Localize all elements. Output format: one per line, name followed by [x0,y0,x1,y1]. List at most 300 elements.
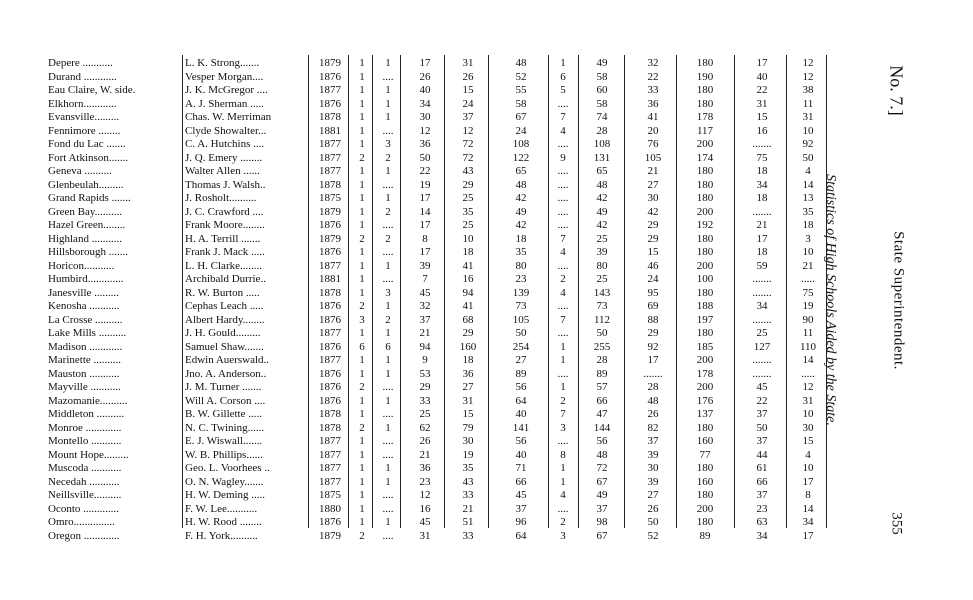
col-f-cell: .... [557,192,569,204]
year-cell: 1879 [319,232,341,245]
col-i-cell: 180 [696,84,714,96]
school-name-cell: Janesville ......... [48,286,119,299]
col-f-cell: 6 [560,70,566,83]
col-b-cell: .... [382,70,394,83]
col-k-cell: 38 [802,84,814,96]
col-j-cell: 18 [756,165,768,177]
school-name-cell: Mount Hope......... [48,448,129,461]
col-g-cell: 98 [596,516,608,528]
col-j-cell: 34 [756,300,768,312]
table-row [0,152,860,164]
col-f-cell: .... [557,138,569,150]
col-e-cell: 42 [515,192,527,204]
school-name-cell: Lake Mills .......... [48,327,127,339]
col-f-cell: .... [557,327,569,339]
col-h-cell: 22 [647,70,659,83]
col-f-cell: .... [557,165,569,177]
col-i-cell: 180 [696,421,714,434]
school-name-cell: La Crosse .......... [48,313,123,326]
col-j-cell: 37 [756,435,768,447]
col-d-cell: 12 [462,124,474,137]
col-c-cell: 17 [419,219,431,231]
col-b-cell: 1 [385,516,391,528]
col-a-cell: 1 [359,57,365,69]
col-a-cell: 1 [359,165,365,177]
col-f-cell: 3 [560,529,566,542]
table-row [0,246,860,258]
col-b-cell: 1 [385,394,391,407]
school-name-cell: Fond du Lac ....... [48,138,126,150]
col-k-cell: 13 [802,192,814,204]
col-b-cell: .... [382,529,394,542]
col-d-cell: 51 [462,516,474,528]
col-g-cell: 57 [596,381,608,393]
year-cell: 1876 [319,219,341,231]
year-cell: 1876 [319,367,341,380]
principal-name-cell: Samuel Shaw....... [185,340,264,353]
col-b-cell: .... [382,448,394,461]
year-cell: 1879 [319,57,341,69]
year-cell: 1879 [319,205,341,218]
col-i-cell: 200 [696,354,714,366]
col-e-cell: 58 [515,97,527,110]
year-cell: 1876 [319,340,341,353]
principal-name-cell: H. W. Deming ..... [185,489,266,501]
col-d-cell: 31 [462,394,474,407]
year-cell: 1875 [319,192,341,204]
col-k-cell: ..... [801,367,815,380]
year-cell: 1878 [319,286,341,299]
col-b-cell: 1 [385,462,391,474]
col-a-cell: 1 [359,111,365,123]
col-g-cell: 42 [596,219,608,231]
col-d-cell: 29 [462,178,474,191]
col-g-cell: 112 [593,313,611,326]
col-j-cell: ....... [752,205,772,218]
column-rule [734,55,735,528]
col-e-cell: 48 [515,57,527,69]
year-cell: 1877 [319,448,341,461]
col-f-cell: .... [557,205,569,218]
col-f-cell: 4 [560,286,566,299]
col-j-cell: 31 [756,97,768,110]
col-c-cell: 9 [422,354,428,366]
col-a-cell: 2 [359,300,365,312]
principal-name-cell: J. Rosholt.......... [185,192,257,204]
col-f-cell: .... [557,259,569,272]
col-f-cell: 5 [560,84,566,96]
col-d-cell: 16 [462,273,474,285]
col-f-cell: .... [557,97,569,110]
col-a-cell: 1 [359,246,365,258]
col-b-cell: 3 [385,286,391,299]
col-b-cell: 1 [385,327,391,339]
col-e-cell: 56 [515,435,527,447]
year-cell: 1877 [319,165,341,177]
year-cell: 1877 [319,475,341,488]
col-k-cell: 35 [802,205,814,218]
col-b-cell: 1 [385,259,391,272]
col-b-cell: 1 [385,111,391,123]
col-a-cell: 1 [359,367,365,380]
col-a-cell: 1 [359,259,365,272]
school-name-cell: Durand ............ [48,70,117,83]
table-subtitle: Statistics of High Schools Aided by the State. [823,174,838,426]
col-f-cell: 7 [560,408,566,420]
col-i-cell: 200 [696,205,714,218]
col-f-cell: 2 [560,273,566,285]
principal-name-cell: Jno. A. Anderson.. [185,367,267,380]
col-b-cell: .... [382,489,394,501]
col-g-cell: 42 [596,192,608,204]
principal-name-cell: Chas. W. Merriman [185,111,272,123]
col-k-cell: 11 [802,97,814,110]
col-c-cell: 94 [419,340,431,353]
col-h-cell: 46 [647,259,659,272]
col-d-cell: 15 [462,84,474,96]
col-k-cell: 34 [802,516,814,528]
year-cell: 1877 [319,462,341,474]
col-j-cell: ....... [752,313,772,326]
col-i-cell: 117 [696,124,714,137]
col-b-cell: 1 [385,421,391,434]
col-f-cell: .... [557,300,569,312]
col-d-cell: 35 [462,205,474,218]
col-d-cell: 79 [462,421,474,434]
col-c-cell: 17 [419,192,431,204]
col-e-cell: 96 [515,516,527,528]
col-f-cell: 2 [560,516,566,528]
col-c-cell: 50 [419,151,431,164]
col-i-cell: 200 [696,502,714,515]
school-name-cell: Mazomanie.......... [48,394,128,407]
col-c-cell: 22 [419,165,431,177]
col-h-cell: 27 [647,489,659,501]
col-a-cell: 3 [359,313,365,326]
col-e-cell: 37 [515,502,527,515]
col-d-cell: 18 [462,246,474,258]
col-k-cell: 31 [802,394,814,407]
principal-name-cell: Frank J. Mack ..... [185,246,265,258]
col-d-cell: 31 [462,57,474,69]
col-e-cell: 45 [515,489,527,501]
principal-name-cell: Walter Allen ...... [185,165,260,177]
col-e-cell: 67 [515,111,527,123]
col-k-cell: 110 [799,340,817,353]
school-name-cell: Middleton .......... [48,408,125,420]
year-cell: 1878 [319,178,341,191]
col-g-cell: 28 [596,124,608,137]
school-name-cell: Omro............... [48,516,115,528]
col-c-cell: 17 [419,57,431,69]
year-cell: 1876 [319,313,341,326]
col-g-cell: 39 [596,246,608,258]
col-h-cell: 105 [644,151,662,164]
col-e-cell: 66 [515,475,527,488]
table-row [0,503,860,515]
col-b-cell: 1 [385,57,391,69]
col-c-cell: 31 [419,529,431,542]
col-k-cell: 10 [802,246,814,258]
table-row [0,408,860,420]
col-h-cell: 36 [647,97,659,110]
col-c-cell: 45 [419,286,431,299]
col-e-cell: 23 [515,273,527,285]
table-row [0,125,860,137]
table-row [0,422,860,434]
col-a-cell: 2 [359,151,365,164]
col-c-cell: 30 [419,111,431,123]
col-a-cell: 1 [359,489,365,501]
col-e-cell: 71 [515,462,527,474]
col-c-cell: 62 [419,421,431,434]
table-row [0,260,860,272]
col-i-cell: 100 [696,273,714,285]
col-e-cell: 55 [515,84,527,96]
col-b-cell: .... [382,246,394,258]
year-cell: 1876 [319,246,341,258]
principal-name-cell: A. J. Sherman ..... [185,97,264,110]
principal-name-cell: J. K. McGregor .... [185,84,268,96]
principal-name-cell: Archibald Durrie.. [185,273,266,285]
col-h-cell: 28 [647,381,659,393]
col-k-cell: 8 [805,489,811,501]
col-f-cell: .... [557,219,569,231]
col-b-cell: .... [382,408,394,420]
col-g-cell: 73 [596,300,608,312]
col-c-cell: 39 [419,259,431,272]
col-j-cell: 127 [753,340,771,353]
col-f-cell: 1 [560,462,566,474]
col-f-cell: 1 [560,354,566,366]
year-cell: 1878 [319,111,341,123]
col-f-cell: 1 [560,57,566,69]
col-c-cell: 25 [419,408,431,420]
col-k-cell: 14 [802,354,814,366]
school-name-cell: Mayville ........... [48,381,121,393]
year-cell: 1877 [319,138,341,150]
col-f-cell: .... [557,502,569,515]
col-b-cell: .... [382,381,394,393]
year-cell: 1881 [319,124,341,137]
col-k-cell: 31 [802,111,814,123]
col-e-cell: 80 [515,259,527,272]
col-d-cell: 35 [462,462,474,474]
table-row [0,179,860,191]
col-d-cell: 37 [462,111,474,123]
school-name-cell: Geneva .......... [48,165,112,177]
col-h-cell: 39 [647,448,659,461]
col-k-cell: 92 [802,138,814,150]
col-d-cell: 94 [462,286,474,299]
year-cell: 1876 [319,516,341,528]
principal-name-cell: J. H. Gould......... [185,327,261,339]
principal-name-cell: F. H. York.......... [185,529,258,542]
col-c-cell: 26 [419,70,431,83]
col-k-cell: 90 [802,313,814,326]
table-row [0,165,860,177]
col-e-cell: 48 [515,178,527,191]
table-row [0,192,860,204]
col-f-cell: 4 [560,246,566,258]
year-cell: 1876 [319,394,341,407]
col-k-cell: 17 [802,475,814,488]
col-a-cell: 1 [359,448,365,461]
column-rule [488,55,489,528]
col-e-cell: 105 [512,313,530,326]
col-f-cell: .... [557,178,569,191]
col-j-cell: 66 [756,475,768,488]
col-b-cell: .... [382,219,394,231]
col-h-cell: 33 [647,84,659,96]
year-cell: 1877 [319,151,341,164]
column-rule [400,55,401,528]
col-b-cell: .... [382,273,394,285]
column-rule [548,55,549,528]
col-c-cell: 45 [419,516,431,528]
col-d-cell: 160 [459,340,477,353]
col-k-cell: 11 [802,327,814,339]
col-g-cell: 47 [596,408,608,420]
col-f-cell: 4 [560,124,566,137]
col-g-cell: 89 [596,367,608,380]
col-a-cell: 1 [359,354,365,366]
col-j-cell: 40 [756,70,768,83]
col-f-cell: 7 [560,111,566,123]
year-cell: 1877 [319,354,341,366]
col-e-cell: 40 [515,408,527,420]
col-e-cell: 52 [515,70,527,83]
school-name-cell: Mauston ........... [48,367,120,380]
col-g-cell: 58 [596,97,608,110]
col-k-cell: 10 [802,462,814,474]
year-cell: 1879 [319,529,341,542]
col-h-cell: 42 [647,205,659,218]
col-c-cell: 32 [419,300,431,312]
table-row [0,287,860,299]
col-j-cell: 25 [756,327,768,339]
col-k-cell: 30 [802,421,814,434]
col-j-cell: 21 [756,219,768,231]
principal-name-cell: J. C. Crawford .... [185,205,264,218]
col-g-cell: 58 [596,70,608,83]
principal-name-cell: B. W. Gillette ..... [185,408,262,420]
col-h-cell: 52 [647,529,659,542]
col-i-cell: 77 [699,448,711,461]
col-k-cell: 4 [805,448,811,461]
table-row [0,462,860,474]
school-name-cell: Horicon........... [48,259,115,272]
table-row [0,98,860,110]
col-k-cell: 19 [802,300,814,312]
school-name-cell: Montello ........... [48,435,122,447]
school-name-cell: Green Bay.......... [48,205,123,218]
school-name-cell: Madison ............ [48,340,123,353]
col-e-cell: 40 [515,448,527,461]
col-h-cell: 92 [647,340,659,353]
col-d-cell: 43 [462,165,474,177]
col-d-cell: 27 [462,381,474,393]
table-row [0,233,860,245]
principal-name-cell: H. A. Terrill ....... [185,232,261,245]
col-c-cell: 12 [419,124,431,137]
col-h-cell: 24 [647,273,659,285]
col-g-cell: 72 [596,462,608,474]
col-i-cell: 200 [696,381,714,393]
school-name-cell: Elkhorn............ [48,97,117,110]
col-i-cell: 200 [696,259,714,272]
col-i-cell: 180 [696,192,714,204]
col-j-cell: 59 [756,259,768,272]
col-h-cell: 20 [647,124,659,137]
col-g-cell: 50 [596,327,608,339]
col-d-cell: 24 [462,97,474,110]
table-row [0,476,860,488]
col-i-cell: 180 [696,246,714,258]
col-j-cell: 22 [756,84,768,96]
col-c-cell: 33 [419,394,431,407]
col-f-cell: 9 [560,151,566,164]
col-a-cell: 1 [359,219,365,231]
department-heading: State Superintendent. [890,231,907,370]
col-e-cell: 89 [515,367,527,380]
col-h-cell: 17 [647,354,659,366]
table-row [0,381,860,393]
year-cell: 1881 [319,273,341,285]
col-k-cell: 21 [802,259,814,272]
col-j-cell: 34 [756,529,768,542]
school-name-cell: Glenbeulah......... [48,178,124,191]
column-rule [676,55,677,528]
school-name-cell: Muscoda ........... [48,462,122,474]
col-e-cell: 65 [515,165,527,177]
col-g-cell: 49 [596,489,608,501]
col-a-cell: 2 [359,529,365,542]
col-c-cell: 14 [419,205,431,218]
col-i-cell: 137 [696,408,714,420]
col-c-cell: 19 [419,178,431,191]
col-a-cell: 2 [359,232,365,245]
col-g-cell: 255 [593,340,611,353]
col-d-cell: 19 [462,448,474,461]
col-g-cell: 65 [596,165,608,177]
column-rule [786,55,787,528]
col-i-cell: 180 [696,286,714,299]
col-a-cell: 1 [359,97,365,110]
col-c-cell: 17 [419,246,431,258]
col-d-cell: 21 [462,502,474,515]
col-k-cell: 17 [802,529,814,542]
school-name-cell: Oconto ............. [48,502,119,515]
col-h-cell: 29 [647,219,659,231]
school-name-cell: Eau Claire, W. side. [48,84,136,96]
col-i-cell: 180 [696,178,714,191]
col-h-cell: 88 [647,313,659,326]
school-name-cell: Humbird............. [48,273,124,285]
col-f-cell: 3 [560,421,566,434]
col-j-cell: 34 [756,178,768,191]
col-g-cell: 37 [596,502,608,515]
col-g-cell: 25 [596,273,608,285]
column-rule [308,55,309,528]
year-cell: 1878 [319,421,341,434]
col-b-cell: 2 [385,205,391,218]
principal-name-cell: Frank Moore........ [185,219,265,231]
column-rule [578,55,579,528]
col-f-cell: 7 [560,232,566,245]
col-a-cell: 1 [359,435,365,447]
principal-name-cell: E. J. Wiswall....... [185,435,263,447]
